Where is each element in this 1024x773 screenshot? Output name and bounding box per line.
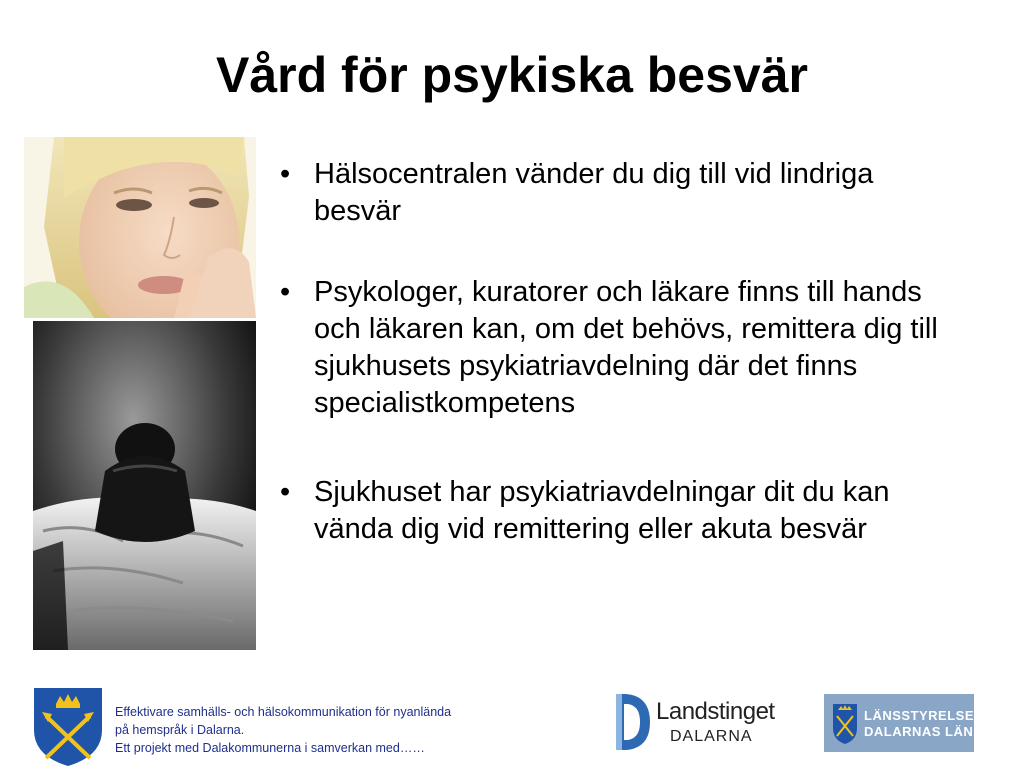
dalarna-crest-logo — [32, 686, 104, 768]
bullet-text: Hälsocentralen vänder du dig till vid lindriga besvär — [314, 158, 874, 227]
lansstyrelsen-line2: DALARNAS LÄN — [864, 724, 974, 739]
crest-icon — [32, 686, 104, 768]
photo-woman-illustration — [24, 137, 256, 318]
bullet-list — [270, 156, 950, 548]
bullet-item — [270, 474, 950, 548]
lansstyrelsen-logo — [824, 694, 984, 752]
bullet-marker: • — [280, 276, 291, 308]
photo-person-sitting-on-bed — [33, 321, 256, 650]
footer-line: på hemspråk i Dalarna. — [115, 723, 245, 737]
landstinget-d-icon — [612, 692, 652, 752]
bullet-item — [270, 156, 950, 230]
bullet-item — [270, 274, 950, 422]
bullet-text: Psykologer, kuratorer och läkare finns till hands och läkaren kan, om det behövs, remittera dig till sjukhusets psykiatriavdelning där det finns specialistkompetens — [314, 276, 938, 419]
bullet-marker: • — [280, 158, 291, 190]
footer-line: Effektivare samhälls- och hälsokommunikation för nyanlända — [115, 705, 452, 719]
footer-line: Ett projekt med Dalakommunerna i samverkan med…… — [115, 741, 425, 755]
landstinget-dalarna-logo — [612, 690, 775, 754]
slide-title: Vård för psykiska besvär — [216, 47, 808, 103]
lansstyrelsen-line1: LÄNSSTYRELSEN — [864, 708, 984, 723]
photo-woman-biting-finger — [24, 137, 256, 318]
photo-bed-illustration — [33, 321, 256, 650]
landstinget-name: Landstinget — [656, 698, 775, 725]
lansstyrelsen-crest-icon — [830, 700, 860, 746]
landstinget-sub: DALARNA — [670, 728, 753, 745]
footer-text — [115, 703, 585, 757]
bullet-marker: • — [280, 476, 291, 508]
bullet-text: Sjukhuset har psykiatriavdelningar dit du kan vända dig vid remittering eller akuta besvär — [314, 476, 890, 545]
